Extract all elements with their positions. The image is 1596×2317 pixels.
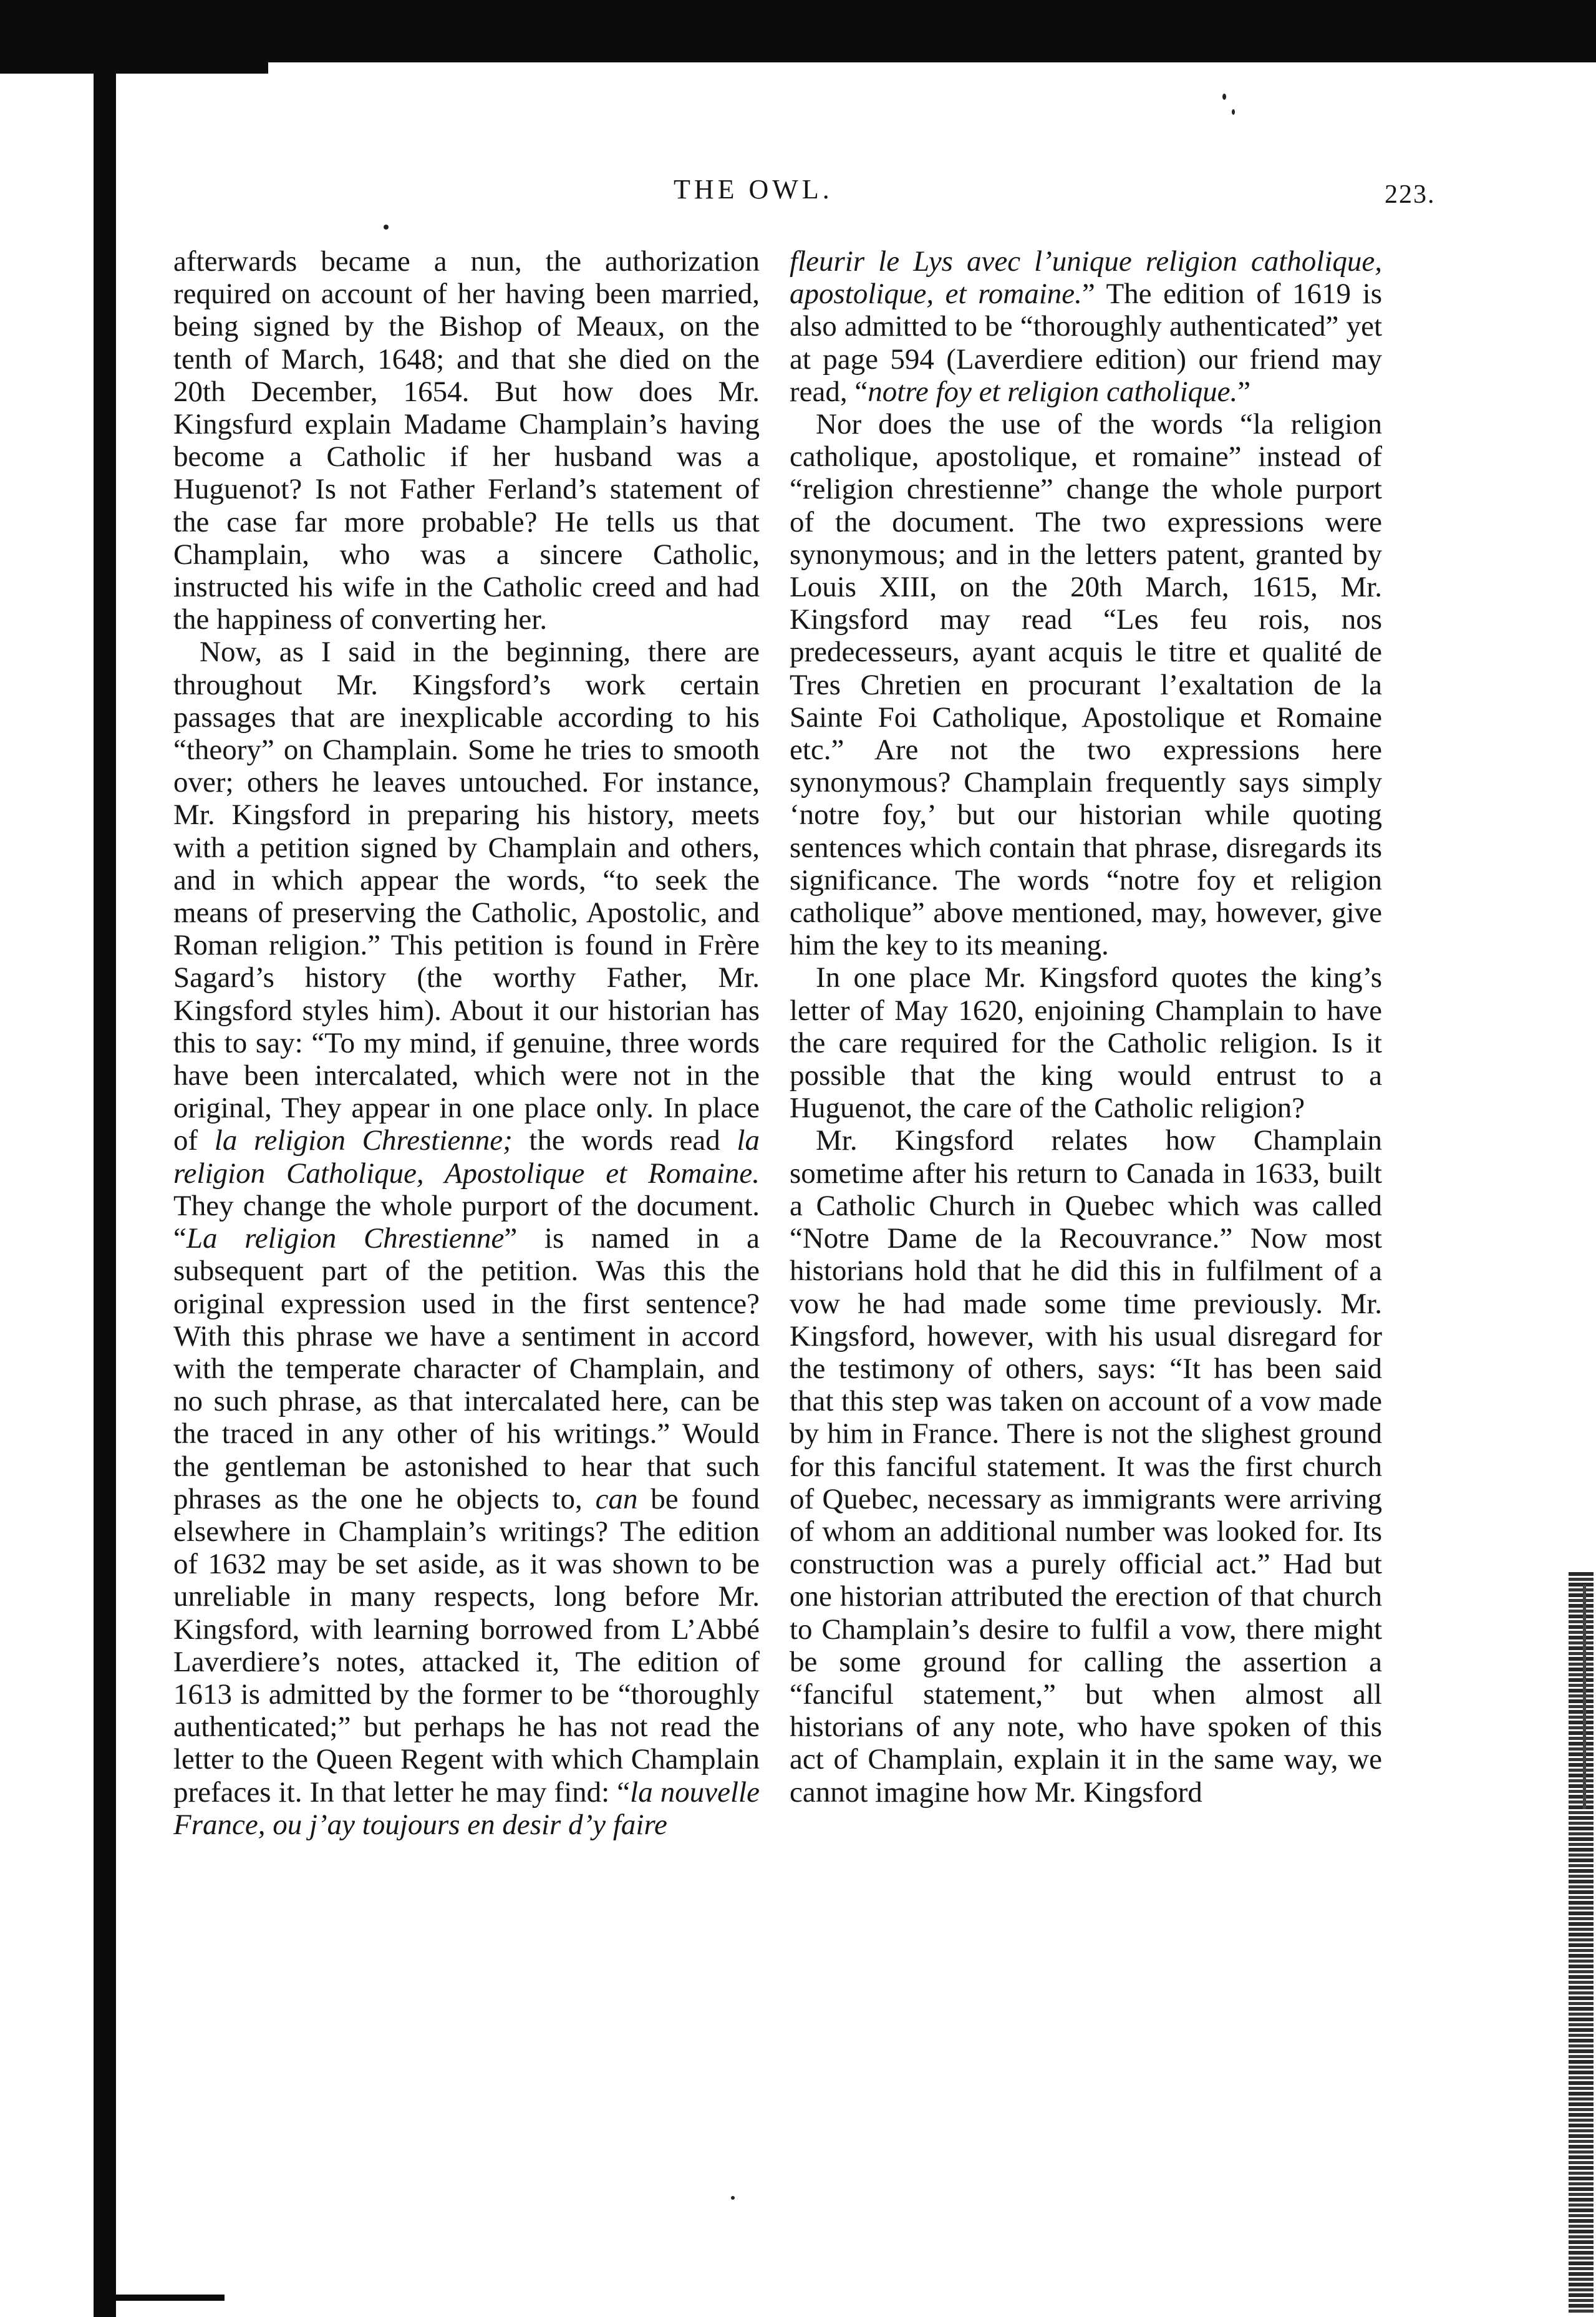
page-number: 223. <box>1385 180 1436 209</box>
paragraph: Nor does the use of the words “la religion catholique, apostolique, et romaine” instead of “religion chrestienne” change the whole purport of the document. The two expressions were synonymous; and in the letters patent, granted by Louis XIII, on the 20th March, 1615, Mr. Kingsford may read “Les feu rois, nos predecesseurs, ayant acquis le titre et qualité de Tres Chretien en procurant l’exaltation de la Sainte Foi Catholique, Apostolique et Romaine etc.” Are not the two expressions here synonymous? Champlain frequently says simply ‘notre foy,’ but our historian while quoting sentences which contain that phrase, disregards its significance. The words “notre foy et religion catholique” above mentioned, may, however, give him the key to its meaning. <box>790 408 1382 962</box>
paragraph: In one place Mr. Kingsford quotes the king’s letter of May 1620, enjoining Champlain to have the care required for the Catholic religion. Is it possible that the king would entrust to a Huguenot, the care of the Catholic religion? <box>790 961 1382 1125</box>
scan-speck <box>1232 109 1235 115</box>
paragraph: afterwards became a nun, the authorization required on account of her having been married, being signed by the Bishop of Meaux, on the tenth of March, 1648; and that she died on the 20th December, 1654. But how does Mr. Kingsfurd explain Madame Champlain’s having become a Catholic if her husband was a Huguenot? Is not Father Ferland’s statement of the case far more probable? He tells us that Champlain, who was a sincere Catholic, instructed his wife in the Catholic creed and had the happiness of converting her. <box>173 245 760 636</box>
right-column <box>790 245 1382 1809</box>
running-head: THE OWL. <box>674 174 833 205</box>
scan-top-border <box>0 0 1596 62</box>
scan-top-border-notch <box>0 62 268 74</box>
paragraph: Mr. Kingsford relates how Champlain sometime after his return to Canada in 1633, built a Catholic Church in Quebec which was called “Notre Dame de la Recouvrance.” Now most historians hold that he did this in fulfilment of a vow he had made some time previously. Mr. Kingsford, however, with his usual disregard for the testimony of others, says: “It has been said that this step was taken on account of a vow made by him in France. There is not the slighest ground for this fanciful statement. It was the first church of Quebec, necessary as immigrants were arriving of whom an additional number was looked for. Its construction was a purely official act.” Had but one historian attributed the erection of that church to Champlain’s desire to fulfil a vow, there might be some ground for calling the assertion a “fanciful statement,” but when almost all historians of any note, who have spoken of this act of Champlain, explain it in the same way, we cannot imagine how Mr. Kingsford <box>790 1124 1382 1809</box>
scan-speck <box>1222 94 1226 100</box>
scan-speck <box>731 2196 735 2200</box>
paragraph: Now, as I said in the beginning, there are throughout Mr. Kingsford’s work certain passages that are inexplicable according to his “theory” on Champlain. Some he tries to smooth over; others he leaves untouched. For instance, Mr. Kingsford in preparing his history, meets with a petition signed by Champlain and others, and in which appear the words, “to seek the means of preserving the Catholic, Apostolic, and Roman religion.” This petition is found in Frère Sagard’s history (the worthy Father, Mr. Kingsford styles him). About it our historian has this to say: “To my mind, if genuine, three words have been intercalated, which were not in the original, They appear in one place only. In place of la religion Chrestienne; the words read la religion Catholique, Apostolique et Romaine. They change the whole purport of the document. “La religion Chrestienne” is named in a subsequent part of the petition. Was this the original expression used in the first sentence? With this phrase we have a sentiment in accord with the temperate character of Champlain, and no such phrase, as that intercalated here, can be the traced in any other of his writings.” Would the gentleman be astonished to hear that such phrases as the one he objects to, can be found elsewhere in Champlain’s writings? The edition of 1632 may be set aside, as it was shown to be unreliable in many respects, long before Mr. Kingsford, with learning borrowed from L’Abbé Laverdiere’s notes, attacked it, The edition of 1613 is admitted by the former to be “thoroughly authenticated;” but perhaps he has not read the letter to the Queen Regent with which Champlain prefaces it. In that letter he may find: “la nouvelle France, ou j’ay toujours en desir d’y faire <box>173 636 760 1841</box>
left-column <box>173 245 760 1841</box>
scan-left-border <box>94 59 116 2317</box>
scan-speck <box>384 225 389 230</box>
scan-edge-tick <box>1583 1585 1586 1809</box>
scan-edge-artifact <box>1569 1572 1594 2315</box>
scan-bottom-border <box>94 2295 225 2301</box>
paragraph: fleurir le Lys avec l’unique religion catholique, apostolique, et romaine.” The edition of 1619 is also admitted to be “thoroughly authenticated” yet at page 594 (Laverdiere edition) our friend may read, “notre foy et religion catholique.” <box>790 245 1382 408</box>
